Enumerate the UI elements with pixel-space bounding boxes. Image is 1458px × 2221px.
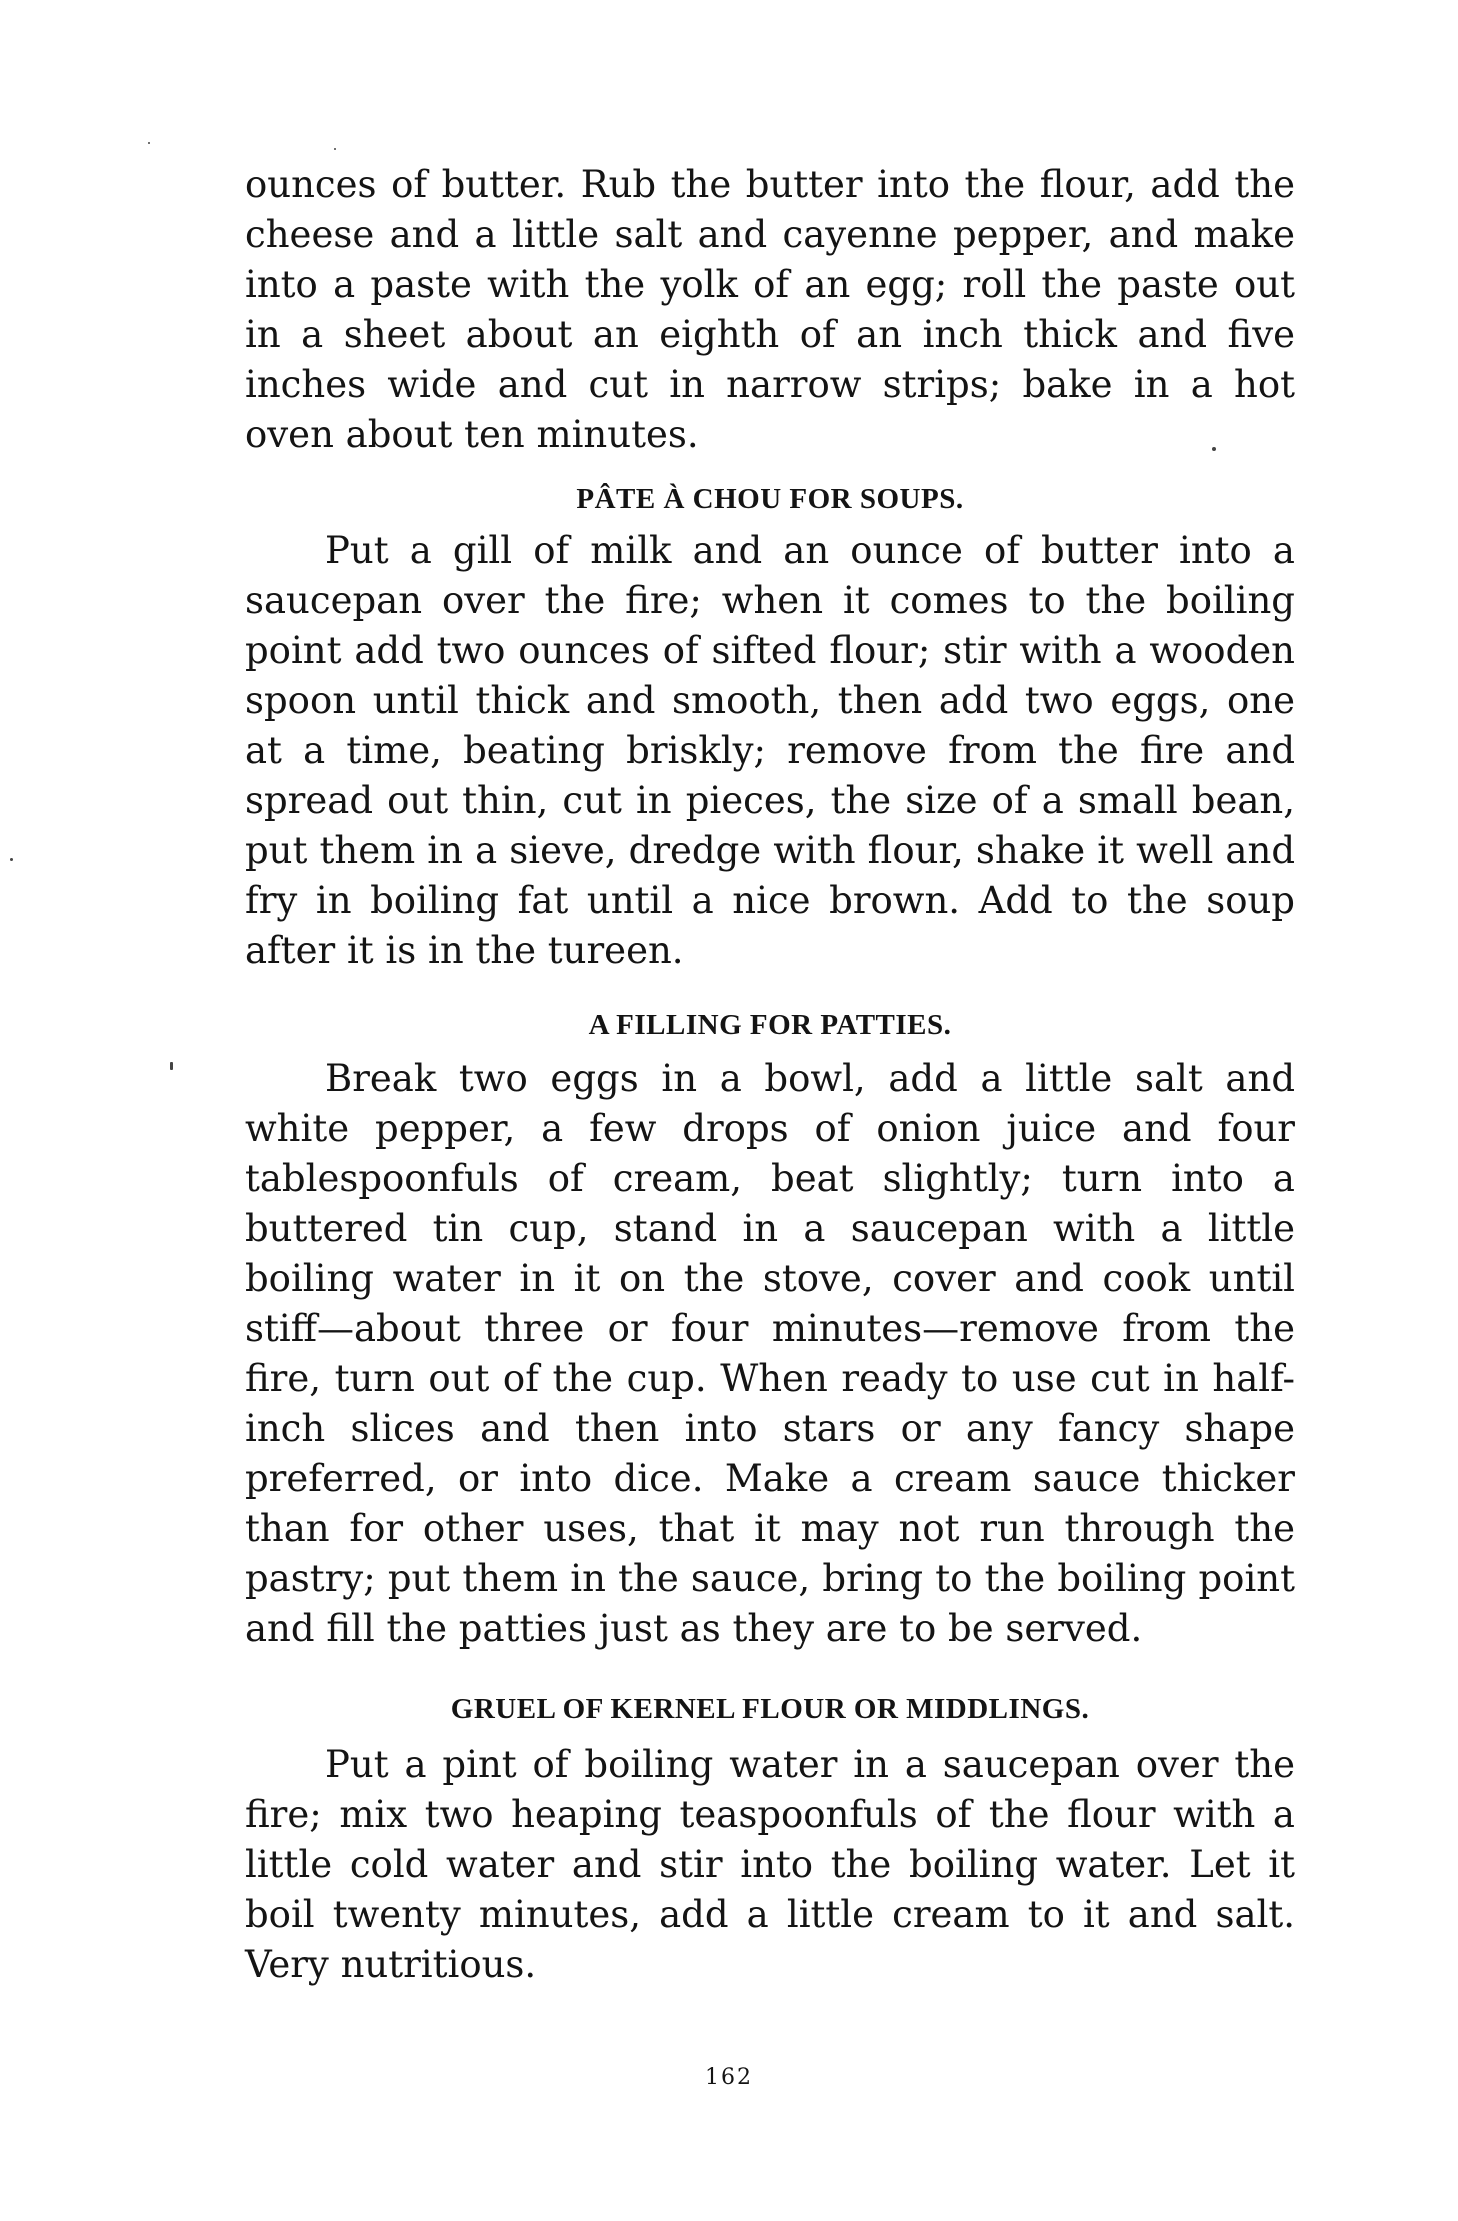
- recipe-body-gruel: Put a pint of boiling water in a saucepan over the fire; mix two heaping teaspoonfuls of the flour with a little cold water and stir into the boiling water. Let it boil twenty minutes, add a little cream to it and salt. Very nutritious.: [245, 1743, 1295, 1986]
- heading-filling-for-patties: A FILLING FOR PATTIES.: [588, 1009, 952, 1041]
- recipe-body-pate-a-chou: Put a gill of milk and an ounce of butter into a saucepan over the fire; when it comes to the boiling point add two ounces of sifted flour; stir with a wooden spoon until thick and smooth, then add two eggs, one at a time, beating briskly; remove from the fire and spread out thin, cut in pieces, the size of a small bean, put them in a sieve, dredge with flour, shake it well and fry in boiling fat until a nice brown. Add to the soup after it is in the tureen.: [245, 529, 1295, 972]
- page-text-block: [245, 160, 1295, 1990]
- scan-speck: [170, 1062, 173, 1070]
- scan-speck: [1212, 447, 1216, 451]
- heading-gruel: GRUEL OF KERNEL FLOUR OR MIDDLINGS.: [450, 1693, 1090, 1725]
- recipe-body-filling-for-patties: Break two eggs in a bowl, add a little salt and white pepper, a few drops of onion juice and four tablespoonfuls of cream, beat slightly; turn into a buttered tin cup, stand in a saucepan with a little boiling water in it on the stove, cover and cook until stiff—about three or four minutes—remove from the fire, turn out of the cup. When ready to use cut in half-inch slices and then into stars or any fancy shape preferred, or into dice. Make a cream sauce thicker than for other uses, that it may not run through the pastry; put them in the sauce, bring to the boiling point and fill the patties just as they are to be served.: [245, 1057, 1295, 1650]
- scan-speck: [334, 148, 336, 150]
- heading-pate-a-chou: PÂTE À CHOU FOR SOUPS.: [576, 483, 964, 515]
- scan-speck: [148, 142, 150, 144]
- scan-speck: [10, 858, 13, 861]
- intro-paragraph: ounces of butter. Rub the butter into the flour, add the cheese and a little salt and cayenne pepper, and make into a paste with the yolk of an egg; roll the paste out in a sheet about an eighth of an inch thick and five inches wide and cut in narrow strips; bake in a hot oven about ten minutes.: [245, 163, 1295, 456]
- page-number: 162: [705, 2065, 753, 2090]
